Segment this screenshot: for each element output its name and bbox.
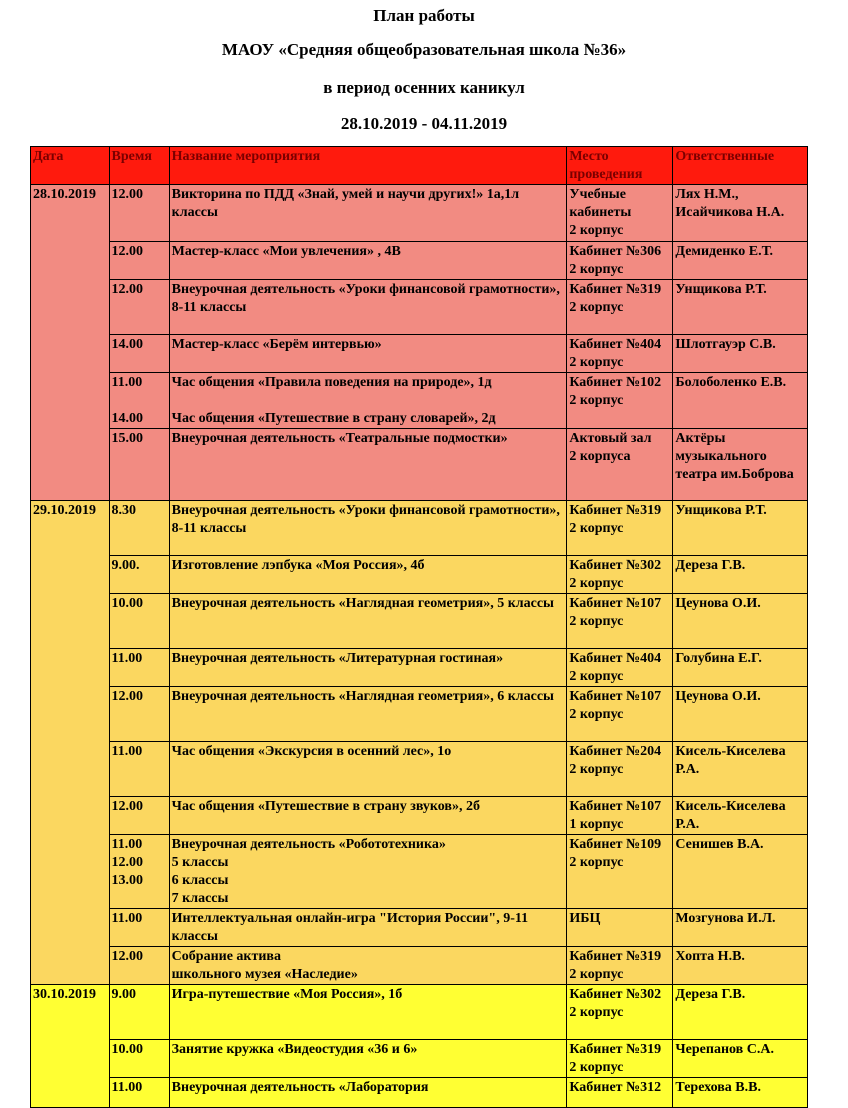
table-header-row: [31, 147, 808, 185]
place-cell: Кабинет №302 2 корпус: [567, 556, 673, 594]
time-cell: 11.00: [109, 649, 169, 687]
table-row: [31, 335, 808, 373]
responsible-cell: Мозгунова И.Л.: [673, 909, 808, 947]
event-name-cell: Внеурочная деятельность «Литературная гостиная»: [169, 649, 567, 687]
event-name-cell: Час общения «Правила поведения на природе», 1д Час общения «Путешествие в страну словарей», 2д: [169, 373, 567, 429]
place-cell: Кабинет №107 1 корпус: [567, 797, 673, 835]
responsible-cell: Унщикова Р.Т.: [673, 501, 808, 556]
table-row: [31, 556, 808, 594]
place-cell: Кабинет №302 2 корпус: [567, 985, 673, 1040]
table-row: [31, 594, 808, 649]
place-cell: Кабинет №404 2 корпус: [567, 649, 673, 687]
responsible-cell: Цеунова О.И.: [673, 687, 808, 742]
place-cell: Кабинет №204 2 корпус: [567, 742, 673, 797]
table-row: [31, 373, 808, 429]
event-name-cell: Внеурочная деятельность «Уроки финансовой грамотности», 8-11 классы: [169, 501, 567, 556]
place-cell: Кабинет №306 2 корпус: [567, 242, 673, 280]
date-cell: 30.10.2019: [31, 985, 110, 1108]
place-cell: Кабинет №319 2 корпус: [567, 280, 673, 335]
responsible-cell: Кисель-Киселева Р.А.: [673, 797, 808, 835]
schedule-table: [30, 146, 808, 1108]
event-name-cell: Внеурочная деятельность «Театральные подмостки»: [169, 429, 567, 501]
responsible-cell: Дереза Г.В.: [673, 985, 808, 1040]
time-cell: 9.00.: [109, 556, 169, 594]
responsible-cell: Кисель-Киселева Р.А.: [673, 742, 808, 797]
event-name-cell: Час общения «Путешествие в страну звуков», 2б: [169, 797, 567, 835]
responsible-cell: Дереза Г.В.: [673, 556, 808, 594]
time-cell: 14.00: [109, 335, 169, 373]
place-cell: Кабинет №107 2 корпус: [567, 687, 673, 742]
event-name-cell: Мастер-класс «Мои увлечения» , 4В: [169, 242, 567, 280]
place-cell: Кабинет №107 2 корпус: [567, 594, 673, 649]
time-cell: 12.00: [109, 687, 169, 742]
event-name-cell: Игра-путешествие «Моя Россия», 1б: [169, 985, 567, 1040]
responsible-cell: Демиденко Е.Т.: [673, 242, 808, 280]
table-row: [31, 429, 808, 501]
document-title: План работы: [373, 6, 475, 25]
responsible-cell: Хопта Н.В.: [673, 947, 808, 985]
responsible-cell: Актёры музыкального театра им.Боброва: [673, 429, 808, 501]
time-cell: 12.00: [109, 185, 169, 242]
responsible-cell: Болоболенко Е.В.: [673, 373, 808, 429]
responsible-cell: Сенишев В.А.: [673, 835, 808, 909]
time-cell: 12.00: [109, 947, 169, 985]
table-row: [31, 947, 808, 985]
time-cell: 12.00: [109, 280, 169, 335]
time-cell: 9.00: [109, 985, 169, 1040]
table-row: [31, 985, 808, 1040]
time-cell: 12.00: [109, 242, 169, 280]
place-cell: ИБЦ: [567, 909, 673, 947]
time-cell: 8.30: [109, 501, 169, 556]
time-cell: 10.00: [109, 1040, 169, 1078]
table-row: [31, 742, 808, 797]
time-cell: 11.00 12.00 13.00: [109, 835, 169, 909]
header-place: Место проведения: [567, 147, 673, 185]
header-name: Название мероприятия: [169, 147, 567, 185]
place-cell: Кабинет №319 2 корпус: [567, 947, 673, 985]
time-cell: 15.00: [109, 429, 169, 501]
place-cell: Учебные кабинеты 2 корпус: [567, 185, 673, 242]
responsible-cell: Унщикова Р.Т.: [673, 280, 808, 335]
header-responsible: Ответственные: [673, 147, 808, 185]
place-cell: Актовый зал 2 корпуса: [567, 429, 673, 501]
time-cell: 12.00: [109, 797, 169, 835]
table-row: [31, 797, 808, 835]
header-time: Время: [109, 147, 169, 185]
table-row: [31, 687, 808, 742]
time-cell: 11.00: [109, 742, 169, 797]
event-name-cell: Интеллектуальная онлайн-игра "История России", 9-11 классы: [169, 909, 567, 947]
event-name-cell: Изготовление лэпбука «Моя Россия», 4б: [169, 556, 567, 594]
event-name-cell: Мастер-класс «Берём интервью»: [169, 335, 567, 373]
table-row: [31, 280, 808, 335]
table-row: [31, 1078, 808, 1108]
time-cell: 11.00: [109, 909, 169, 947]
place-cell: Кабинет №312: [567, 1078, 673, 1108]
responsible-cell: Цеунова О.И.: [673, 594, 808, 649]
place-cell: Кабинет №109 2 корпус: [567, 835, 673, 909]
event-name-cell: Внеурочная деятельность «Лаборатория: [169, 1078, 567, 1108]
event-name-cell: Внеурочная деятельность «Наглядная геометрия», 6 классы: [169, 687, 567, 742]
table-row: [31, 501, 808, 556]
time-cell: 11.00: [109, 1078, 169, 1108]
place-cell: Кабинет №319 2 корпус: [567, 501, 673, 556]
place-cell: Кабинет №404 2 корпус: [567, 335, 673, 373]
table-row: [31, 242, 808, 280]
date-cell: 29.10.2019: [31, 501, 110, 985]
school-name: МАОУ «Средняя общеобразовательная школа №36»: [221, 40, 627, 59]
event-name-cell: Внеурочная деятельность «Робототехника» 5 классы 6 классы 7 классы: [169, 835, 567, 909]
date-cell: 28.10.2019: [31, 185, 110, 501]
event-name-cell: Час общения «Экскурсия в осенний лес», 1о: [169, 742, 567, 797]
responsible-cell: Голубина Е.Г.: [673, 649, 808, 687]
table-row: [31, 185, 808, 242]
place-cell: Кабинет №319 2 корпус: [567, 1040, 673, 1078]
responsible-cell: Шлотгауэр С.В.: [673, 335, 808, 373]
event-name-cell: Внеурочная деятельность «Уроки финансовой грамотности», 8-11 классы: [169, 280, 567, 335]
table-row: [31, 1040, 808, 1078]
responsible-cell: Черепанов С.А.: [673, 1040, 808, 1078]
date-range: 28.10.2019 - 04.11.2019: [340, 114, 508, 133]
time-cell: 11.00 14.00: [109, 373, 169, 429]
event-name-cell: Занятие кружка «Видеостудия «36 и 6»: [169, 1040, 567, 1078]
table-row: [31, 649, 808, 687]
table-row: [31, 909, 808, 947]
event-name-cell: Внеурочная деятельность «Наглядная геометрия», 5 классы: [169, 594, 567, 649]
event-name-cell: Собрание актива школьного музея «Наследие»: [169, 947, 567, 985]
time-cell: 10.00: [109, 594, 169, 649]
responsible-cell: Лях Н.М., Исайчикова Н.А.: [673, 185, 808, 242]
period-caption: в период осенних каникул: [323, 78, 525, 97]
table-row: [31, 835, 808, 909]
event-name-cell: Викторина по ПДД «Знай, умей и научи других!» 1а,1л классы: [169, 185, 567, 242]
header-date: Дата: [31, 147, 110, 185]
responsible-cell: Терехова В.В.: [673, 1078, 808, 1108]
place-cell: Кабинет №102 2 корпус: [567, 373, 673, 429]
